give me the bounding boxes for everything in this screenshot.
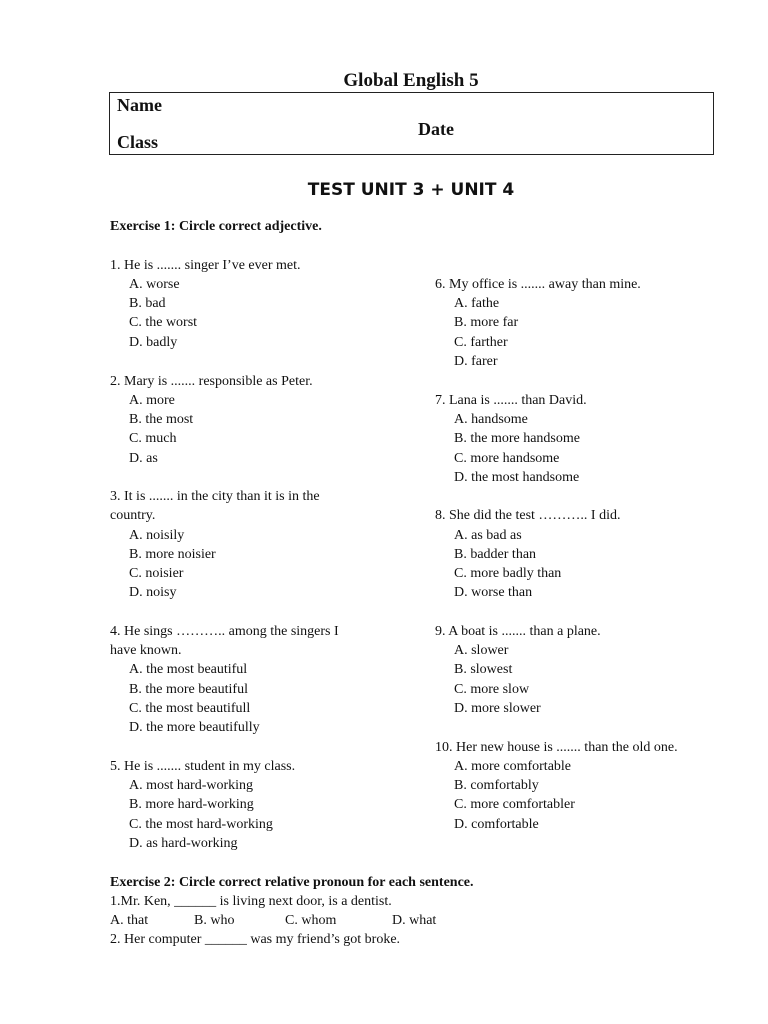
question-text: 1.Mr. Ken, ______ is living next door, is a dentist. [110,894,392,909]
option-a[interactable]: A. that [110,913,149,928]
option-c[interactable]: C. whom [285,913,337,928]
option-a[interactable]: A. more [129,393,175,408]
option-b[interactable]: B. slowest [454,662,513,677]
option-b[interactable]: B. more hard-working [129,797,254,812]
exercise2-question-2: 2. Her computer ______ was my friend’s got broke. [110,932,401,947]
option-c[interactable]: C. more handsome [454,451,560,466]
question-text: 7. Lana is ....... than David. [435,393,587,408]
option-d[interactable]: D. what [392,913,437,928]
option-c[interactable]: C. the most hard-working [129,817,273,832]
option-d[interactable]: D. noisy [129,585,177,600]
option-a[interactable]: A. handsome [454,412,528,427]
option-b[interactable]: B. comfortably [454,778,539,793]
option-c[interactable]: C. much [129,431,177,446]
name-label: Name [117,95,162,115]
test-title: TEST UNIT 3 + UNIT 4 [307,180,515,200]
question-text: 8. She did the test ……….. I did. [435,508,621,523]
question-text-line-1: 4. He sings ……….. among the singers I [110,624,339,639]
question-text: 6. My office is ....... away than mine. [435,277,641,292]
option-b[interactable]: B. who [194,913,235,928]
option-a[interactable]: A. slower [454,643,509,658]
option-b[interactable]: B. the more handsome [454,431,580,446]
option-d[interactable]: D. the most handsome [454,470,580,485]
question-text-line-1: 3. It is ....... in the city than it is in the [110,489,320,504]
option-d[interactable]: D. badly [129,335,178,350]
question-text: 10. Her new house is ....... than the old one. [435,740,678,755]
question-text: 2. Mary is ....... responsible as Peter. [110,374,313,389]
page-title: Global English 5 [343,70,479,91]
option-b[interactable]: B. bad [129,296,166,311]
option-a[interactable]: A. worse [129,277,180,292]
option-a[interactable]: A. most hard-working [129,778,254,793]
option-d[interactable]: D. more slower [454,701,541,716]
question-text-line-2: country. [110,508,156,523]
option-c[interactable]: C. noisier [129,566,184,581]
option-a[interactable]: A. fathe [454,296,500,311]
student-info-box [109,92,714,155]
option-d[interactable]: D. as [129,451,158,466]
option-b[interactable]: B. badder than [454,547,537,562]
option-c[interactable]: C. farther [454,335,508,350]
option-c[interactable]: C. more badly than [454,566,562,581]
option-c[interactable]: C. the worst [129,315,198,330]
question-text: 1. He is ....... singer I’ve ever met. [110,258,301,273]
option-a[interactable]: A. the most beautiful [129,662,248,677]
option-c[interactable]: C. the most beautifull [129,701,251,716]
option-b[interactable]: B. the most [129,412,194,427]
option-d[interactable]: D. the more beautifully [129,720,260,735]
option-a[interactable]: A. as bad as [454,528,522,543]
question-text-line-2: have known. [110,643,182,658]
option-b[interactable]: B. the more beautiful [129,682,248,697]
option-d[interactable]: D. as hard-working [129,836,238,851]
option-c[interactable]: C. more comfortabler [454,797,575,812]
exercise2-heading: Exercise 2: Circle correct relative pronoun for each sentence. [110,875,474,890]
option-c[interactable]: C. more slow [454,682,530,697]
option-d[interactable]: D. worse than [454,585,533,600]
option-b[interactable]: B. more noisier [129,547,216,562]
class-label: Class [117,132,159,152]
date-label: Date [418,119,454,139]
exercise1-heading: Exercise 1: Circle correct adjective. [110,219,322,234]
option-d[interactable]: D. farer [454,354,498,369]
question-text: 9. A boat is ....... than a plane. [435,624,601,639]
question-text: 5. He is ....... student in my class. [110,759,296,774]
option-a[interactable]: A. more comfortable [454,759,572,774]
option-a[interactable]: A. noisily [129,528,185,543]
option-d[interactable]: D. comfortable [454,817,539,832]
option-b[interactable]: B. more far [454,315,519,330]
